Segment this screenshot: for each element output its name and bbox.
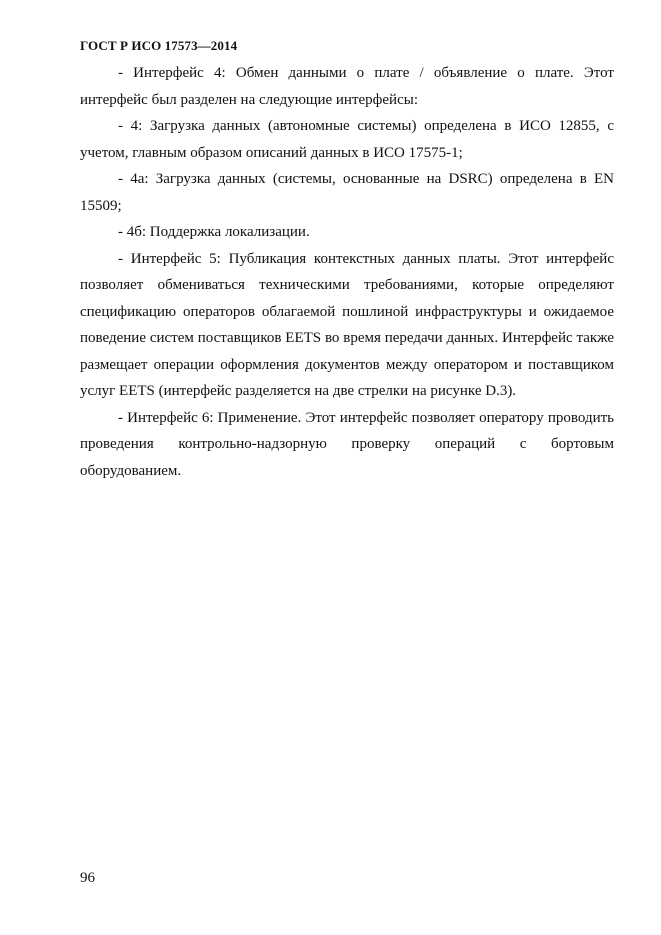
paragraph-interface-4a-dsrc: - 4а: Загрузка данных (системы, основанные на DSRC) определена в EN 15509; xyxy=(80,171,614,214)
paragraph-interface-6: - Интерфейс 6: Применение. Этот интерфейс позволяет оператору проводить проведения контрольно-надзорную проверку операций с бортовым оборудованием. xyxy=(80,409,614,479)
page-number: 96 xyxy=(80,870,95,886)
paragraph-interface-4b-localization: - 4б: Поддержка локализации. xyxy=(118,224,310,240)
document-header-title: ГОСТ Р ИСО 17573—2014 xyxy=(80,38,238,53)
paragraph-interface-5: - Интерфейс 5: Публикация контекстных данных платы. Этот интерфейс позволяет обмениваться техническими требованиями, которые определяют спецификацию операторов облагаемой пошлиной инфраструктуры и ожидаемое поведение систем поставщиков EETS во время передачи данных. Интерфейс также размещает операции оформления документов между оператором и поставщиком услуг EETS (интерфейс разделяется на две стрелки на рисунке D.3). xyxy=(80,250,614,399)
paragraph-interface-4-offline: - 4: Загрузка данных (автономные системы) определена в ИСО 12855, с учетом, главным образом описаний данных в ИСО 17575-1; xyxy=(80,118,614,161)
paragraph-interface-4: - Интерфейс 4: Обмен данными о плате / объявление о плате. Этот интерфейс был разделен на следующие интерфейсы: xyxy=(80,65,614,108)
document-body xyxy=(80,60,614,484)
